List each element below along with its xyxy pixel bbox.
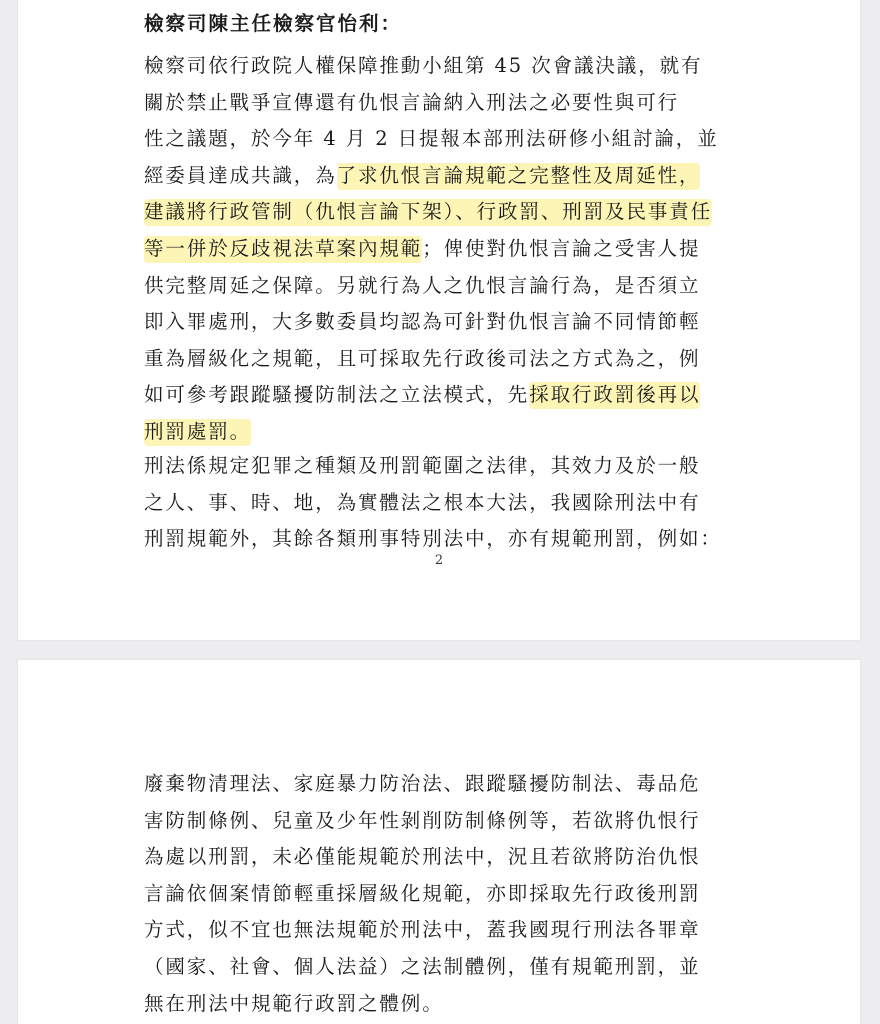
highlighted-text: 建議將行政管制（仇恨言論下架）、行政罰、刑罰及民事責任 — [144, 199, 712, 226]
paragraph-2 — [144, 448, 744, 558]
text-segment: 檢察司依行政院人權保障推動小組第 45 次會議決議，就有 — [144, 54, 703, 77]
text-segment: （國家、社會、個人法益）之法制體例，僅有規範刑罰，並 — [144, 954, 701, 978]
text-line — [144, 304, 744, 341]
highlighted-text: 等一併於反歧視法草案內規範 — [144, 236, 422, 263]
text-line — [144, 48, 744, 85]
document-page-1 — [18, 0, 860, 640]
text-line — [144, 485, 744, 522]
text-segment: 廢棄物清理法、家庭暴力防治法、跟蹤騷擾防制法、毒品危 — [144, 772, 701, 795]
text-segment: 如可參考跟蹤騷擾防制法之立法模式，先 — [144, 383, 530, 407]
text-line — [144, 268, 744, 305]
text-segment: 無在刑法中規範行政罰之體例。 — [144, 991, 444, 1015]
paragraph-1 — [144, 48, 744, 451]
text-segment: 之人、事、時、地，為實體法之根本大法，我國除刑法中有 — [144, 490, 701, 514]
text-segment: 方式，似不宜也無法規範於刑法中，蓋我國現行刑法各罪章 — [144, 918, 701, 942]
highlighted-text: 了求仇恨言論規範之完整性及周延性， — [337, 163, 701, 190]
page-number: 2 — [434, 553, 444, 568]
text-line — [144, 194, 744, 231]
text-line — [144, 839, 744, 876]
text-line — [144, 876, 744, 913]
text-line — [144, 949, 744, 986]
text-segment: 供完整周延之保障。另就行為人之仇恨言論行為，是否須立 — [144, 273, 701, 297]
text-line — [144, 121, 744, 158]
text-segment: 重為層級化之規範，且可採取先行政後司法之方式為之，例 — [144, 346, 701, 370]
text-line — [144, 231, 744, 268]
text-segment: 即入罪處刑，大多數委員均認為可針對仇恨言論不同情節輕 — [144, 310, 701, 334]
text-line — [144, 377, 744, 414]
paragraph-3 — [144, 766, 744, 1022]
text-segment: 害防制條例、兒童及少年性剝削防制條例等，若欲將仇恨行 — [144, 808, 701, 832]
text-segment: ；俾使對仇恨言論之受害人提 — [422, 236, 701, 260]
text-line — [144, 766, 744, 803]
text-segment: 為處以刑罰，未必僅能規範於刑法中，況且若欲將防治仇恨 — [144, 845, 701, 869]
text-segment: 言論依個案情節輕重採層級化規範，亦即採取先行政後刑罰 — [144, 881, 701, 905]
text-line — [144, 158, 744, 195]
highlighted-text: 採取行政罰後再以 — [529, 382, 700, 409]
text-segment: 經委員達成共識，為 — [144, 163, 337, 187]
document-page-2 — [18, 660, 860, 1024]
text-segment: 性之議題，於今年 4 月 2 日提報本部刑法研修小組討論，並 — [144, 127, 719, 151]
highlighted-text: 刑罰處罰。 — [144, 419, 251, 446]
text-segment: 關於禁止戰爭宣傳還有仇恨言論納入刑法之必要性與可行 — [144, 90, 680, 114]
text-segment: 刑法係規定犯罪之種類及刑罰範圍之法律，其效力及於一般 — [144, 454, 701, 477]
text-line — [144, 448, 744, 485]
text-line — [144, 986, 744, 1023]
text-line — [144, 912, 744, 949]
text-line — [144, 803, 744, 840]
text-line — [144, 85, 744, 122]
text-line — [144, 341, 744, 378]
speaker-heading: 檢察司陳主任檢察官怡利： — [144, 12, 403, 35]
text-line — [144, 414, 744, 451]
text-segment: 刑罰規範外，其餘各類刑事特別法中，亦有規範刑罰，例如： — [144, 527, 722, 551]
